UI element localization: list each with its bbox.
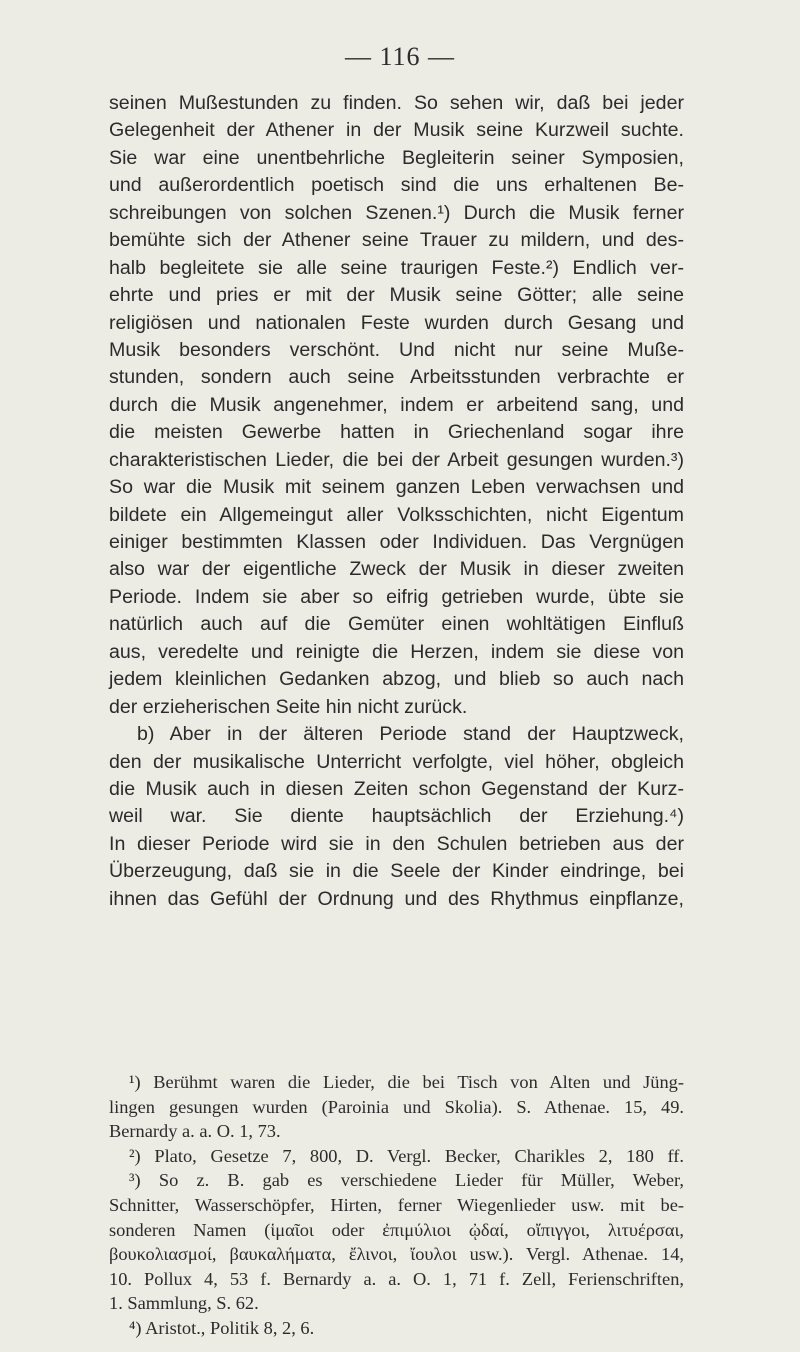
footnote-line: lingen gesungen wurden (Paroinia und Skolia). S. Athenae. 15, 49. (109, 1096, 684, 1117)
body-line: Musik besonders verschönt. Und nicht nur seine Muße- (109, 338, 684, 361)
body-line: die Musik auch in diesen Zeiten schon Gegenstand der Kurz- (109, 777, 684, 800)
footnote-line: ¹) Berühmt waren die Lieder, die bei Tisch von Alten und Jüng- (129, 1072, 684, 1092)
body-line: Überzeugung, daß sie in die Seele der Kinder eindringe, bei (109, 860, 684, 883)
body-line: So war die Musik mit seinem ganzen Leben verwachsen und (109, 476, 684, 499)
body-line: bemühte sich der Athener seine Trauer zu mildern, und des- (109, 229, 684, 252)
body-line: stunden, sondern auch seine Arbeitsstunden verbrachte er (109, 366, 684, 389)
body-line: Sie war eine unentbehrliche Begleiterin seiner Symposien, (109, 146, 684, 169)
body-line: halb begleitete sie alle seine traurigen Feste.²) Endlich ver- (109, 256, 684, 279)
body-line: Gelegenheit der Athener in der Musik seine Kurzweil suchte. (109, 119, 684, 142)
body-line: In dieser Periode wird sie in den Schulen betrieben aus der (109, 832, 684, 855)
body-line: einiger bestimmten Klassen oder Individuen. Das Vergnügen (109, 531, 684, 553)
body-line: schreibungen von solchen Szenen.¹) Durch die Musik ferner (109, 201, 684, 224)
body-line: seinen Mußestunden zu finden. So sehen wir, daß bei jeder (109, 92, 684, 114)
body-line: natürlich auch auf die Gemüter einen wohltätigen Einfluß (109, 613, 684, 636)
body-line: charakteristischen Lieder, die bei der Arbeit gesungen wurden.³) (109, 448, 684, 471)
footnote-line: sonderen Namen (ἱμαῖοι oder ἐπιμύλιοι ᾠδαί, οἴπιγγοι, λιτυέρσαι, (109, 1219, 684, 1240)
body-line: die meisten Gewerbe hatten in Griechenland sogar ihre (109, 421, 684, 444)
footnote-line: ⁴) Aristot., Politik 8, 2, 6. (129, 1317, 315, 1338)
body-line: jedem kleinlichen Gedanken abzog, und blieb so auch nach (109, 668, 684, 691)
body-line: aus, veredelte und reinigte die Herzen, indem sie diese von (109, 640, 684, 663)
body-line: b) Aber in der älteren Periode stand der Hauptzweck, (137, 723, 684, 746)
page-number: — 116 — (344, 42, 456, 71)
body-line: Periode. Indem sie aber so eifrig getrieben wurde, übte sie (109, 585, 684, 608)
body-line: ihnen das Gefühl der Ordnung und des Rhythmus einpflanze, (109, 887, 684, 910)
body-line: bildete ein Allgemeingut aller Volksschichten, nicht Eigentum (109, 503, 684, 526)
body-line: der erzieherischen Seite hin nicht zurück. (109, 695, 468, 718)
body-line: weil war. Sie diente hauptsächlich der Erziehung.⁴) (109, 805, 684, 828)
footnote-line: ²) Plato, Gesetze 7, 800, D. Vergl. Becker, Charikles 2, 180 ff. (129, 1145, 684, 1166)
body-line: den der musikalische Unterricht verfolgte, viel höher, obgleich (109, 750, 684, 773)
body-line: und außerordentlich poetisch sind die uns erhaltenen Be- (109, 174, 684, 197)
footnotes (109, 1070, 684, 1341)
footnote-line: 10. Pollux 4, 53 f. Bernardy a. a. O. 1, 71 f. Zell, Ferienschriften, (109, 1268, 684, 1289)
body-line: ehrte und pries er mit der Musik seine Götter; alle seine (109, 284, 684, 307)
footnote-line: ³) So z. B. gab es verschiedene Lieder für Müller, Weber, (129, 1170, 684, 1191)
body-line: durch die Musik angenehmer, indem er arbeitend sang, und (109, 393, 684, 416)
footnote-line: 1. Sammlung, S. 62. (109, 1293, 259, 1314)
footnote-line: Schnitter, Wasserschöpfer, Hirten, ferner Wiegenlieder usw. mit be- (109, 1194, 684, 1215)
body-line: religiösen und nationalen Feste wurden durch Gesang und (109, 311, 684, 334)
main-text (109, 90, 684, 913)
footnote-line: βουκολιασμοί, βαυκαλήματα, ἔλινοι, ἴουλοι usw.). Vergl. Athenae. 14, (109, 1244, 684, 1265)
footnote-line: Bernardy a. a. O. 1, 73. (109, 1121, 281, 1142)
body-line: also war der eigentliche Zweck der Musik in dieser zweiten (109, 558, 684, 581)
